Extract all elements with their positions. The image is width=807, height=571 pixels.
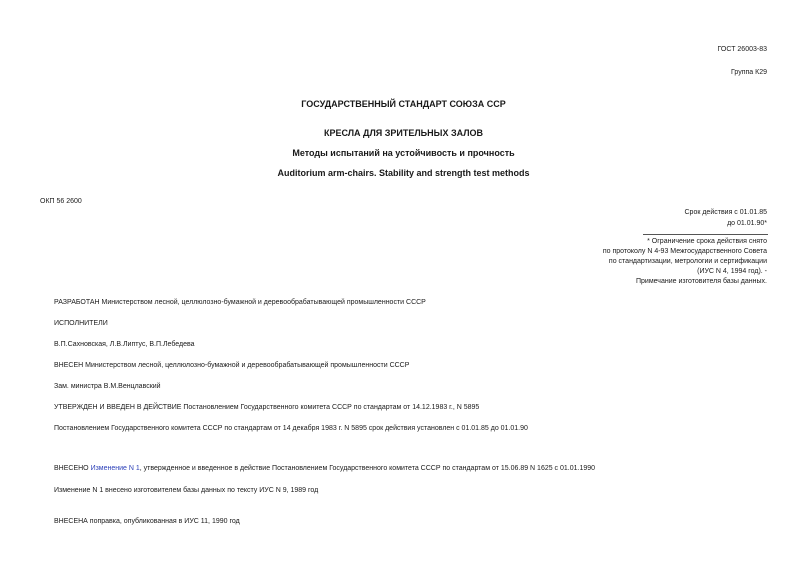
gost-number: ГОСТ 26003-83 [717, 46, 767, 53]
amendment-suffix: , утвержденное и введенное в действие Постановлением Государственного комитета СССР по стандартам от 15.06.89 N 1625 с 01.01.1990 [139, 465, 596, 472]
introduced-by: ВНЕСЕН Министерством лесной, целлюлозно-бумажной и деревообрабатывающей промышленности СССР [54, 362, 410, 369]
validity-from: Срок действия с 01.01.85 [684, 209, 767, 216]
amendment-prefix: ВНЕСЕНО [54, 465, 91, 472]
executors-label: ИСПОЛНИТЕЛИ [54, 320, 108, 327]
amendment-paragraph [54, 465, 595, 472]
okp-code: ОКП 56 2600 [40, 198, 82, 205]
approved-text: УТВЕРЖДЕН И ВВЕДЕН В ДЕЙСТВИЕ Постановлением Государственного комитета СССР по стандартам от 14.12.1983 г., N 5895 [54, 404, 480, 411]
footnote-line-3: по стандартизации, метрологии и сертификации [608, 258, 767, 265]
correction-note: ВНЕСЕНА поправка, опубликованная в ИУС 11, 1990 год [54, 518, 240, 525]
amendment-note: Изменение N 1 внесено изготовителем базы данных по тексту ИУС N 9, 1989 год [54, 487, 319, 494]
methods-title: Методы испытаний на устойчивость и прочность [292, 148, 515, 158]
validity-to: до 01.01.90* [727, 220, 767, 227]
english-title: Auditorium arm-chairs. Stability and strength test methods [277, 168, 530, 178]
footnote-line-5: Примечание изготовителя базы данных. [635, 278, 767, 285]
product-title: КРЕСЛА ДЛЯ ЗРИТЕЛЬНЫХ ЗАЛОВ [323, 128, 484, 138]
developed-by: РАЗРАБОТАН Министерством лесной, целлюлозно-бумажной и деревообрабатывающей промышленности СССР [54, 299, 426, 306]
footnote-divider [643, 234, 768, 235]
executors-list: В.П.Сахновская, Л.В.Липтус, В.П.Лебедева [54, 341, 195, 348]
resolution-text: Постановлением Государственного комитета СССР по стандартам от 14 декабря 1983 г. N 5895 срок действия установлен с 01.01.85 до 01.01.90 [54, 425, 528, 432]
footnote-line-4: (ИУС N 4, 1994 год). - [697, 268, 767, 275]
amendment-link[interactable]: Изменение N 1 [90, 465, 140, 472]
footnote-line-1: * Ограничение срока действия снято [647, 238, 767, 245]
group-code: Группа К29 [731, 69, 767, 76]
deputy-minister: Зам. министра В.М.Венцлавский [54, 383, 161, 390]
state-standard-title: ГОСУДАРСТВЕННЫЙ СТАНДАРТ СОЮЗА ССР [301, 99, 506, 109]
footnote-line-2: по протоколу N 4-93 Межгосударственного Совета [602, 248, 767, 255]
